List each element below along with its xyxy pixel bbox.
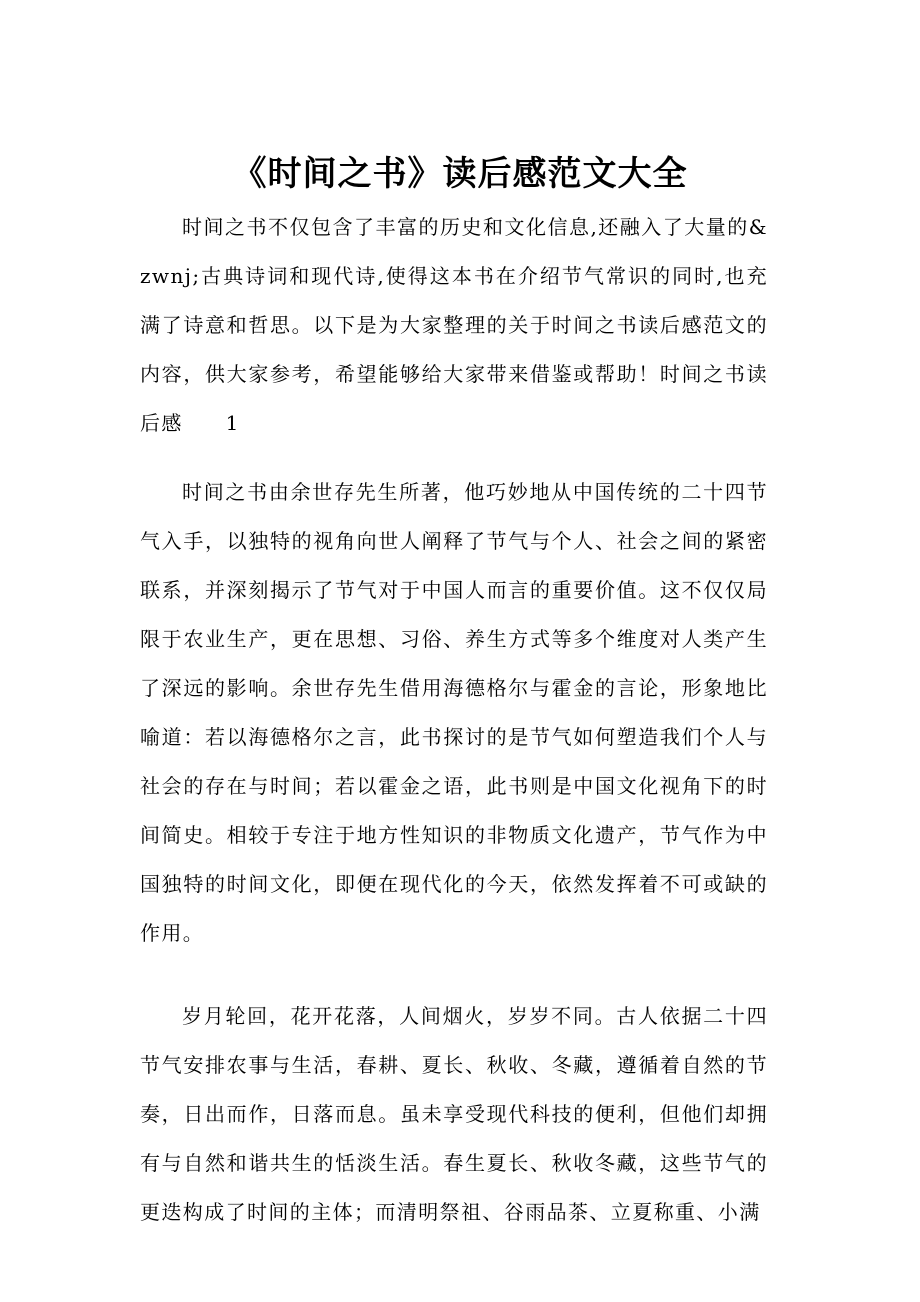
document-title: 《时间之书》读后感范文大全 <box>232 154 688 194</box>
body-paragraph-2: 岁月轮回，花开花落，人间烟火，岁岁不同。古人依据二十四节气安排农事与生活，春耕、夏长、秋收、冬藏，遵循着自然的节奏，日出而作，日落而息。虽未享受现代科技的便利，但他们却拥有与自然和谐共生的恬淡生活。春生夏长、秋收冬藏，这些节气的更迭构成了时间的主体；而清明祭祖、谷雨品茶、立夏称重、小满 <box>140 1004 768 1224</box>
document-body <box>140 203 768 1271</box>
intro-paragraph: 时间之书不仅包含了丰富的历史和文化信息,还融入了大量的&zwnj;古典诗词和现代诗,使得这本书在介绍节气常识的同时,也充满了诗意和哲思。以下是为大家整理的关于时间之书读后感范文的内容，供大家参考，希望能够给大家带来借鉴或帮助！时间之书读后感 1 <box>140 215 768 435</box>
body-paragraph-1: 时间之书由余世存先生所著，他巧妙地从中国传统的二十四节气入手，以独特的视角向世人阐释了节气与个人、社会之间的紧密联系，并深刻揭示了节气对于中国人而言的重要价值。这不仅仅局限于农业生产，更在思想、习俗、养生方式等多个维度对人类产生了深远的影响。余世存先生借用海德格尔与霍金的言论，形象地比喻道：若以海德格尔之言，此书探讨的是节气如何塑造我们个人与社会的存在与时间；若以霍金之语，此书则是中国文化视角下的时间简史。相较于专注于地方性知识的非物质文化遗产，节气作为中国独特的时间文化，即便在现代化的今天，依然发挥着不可或缺的作用。 <box>140 480 768 945</box>
